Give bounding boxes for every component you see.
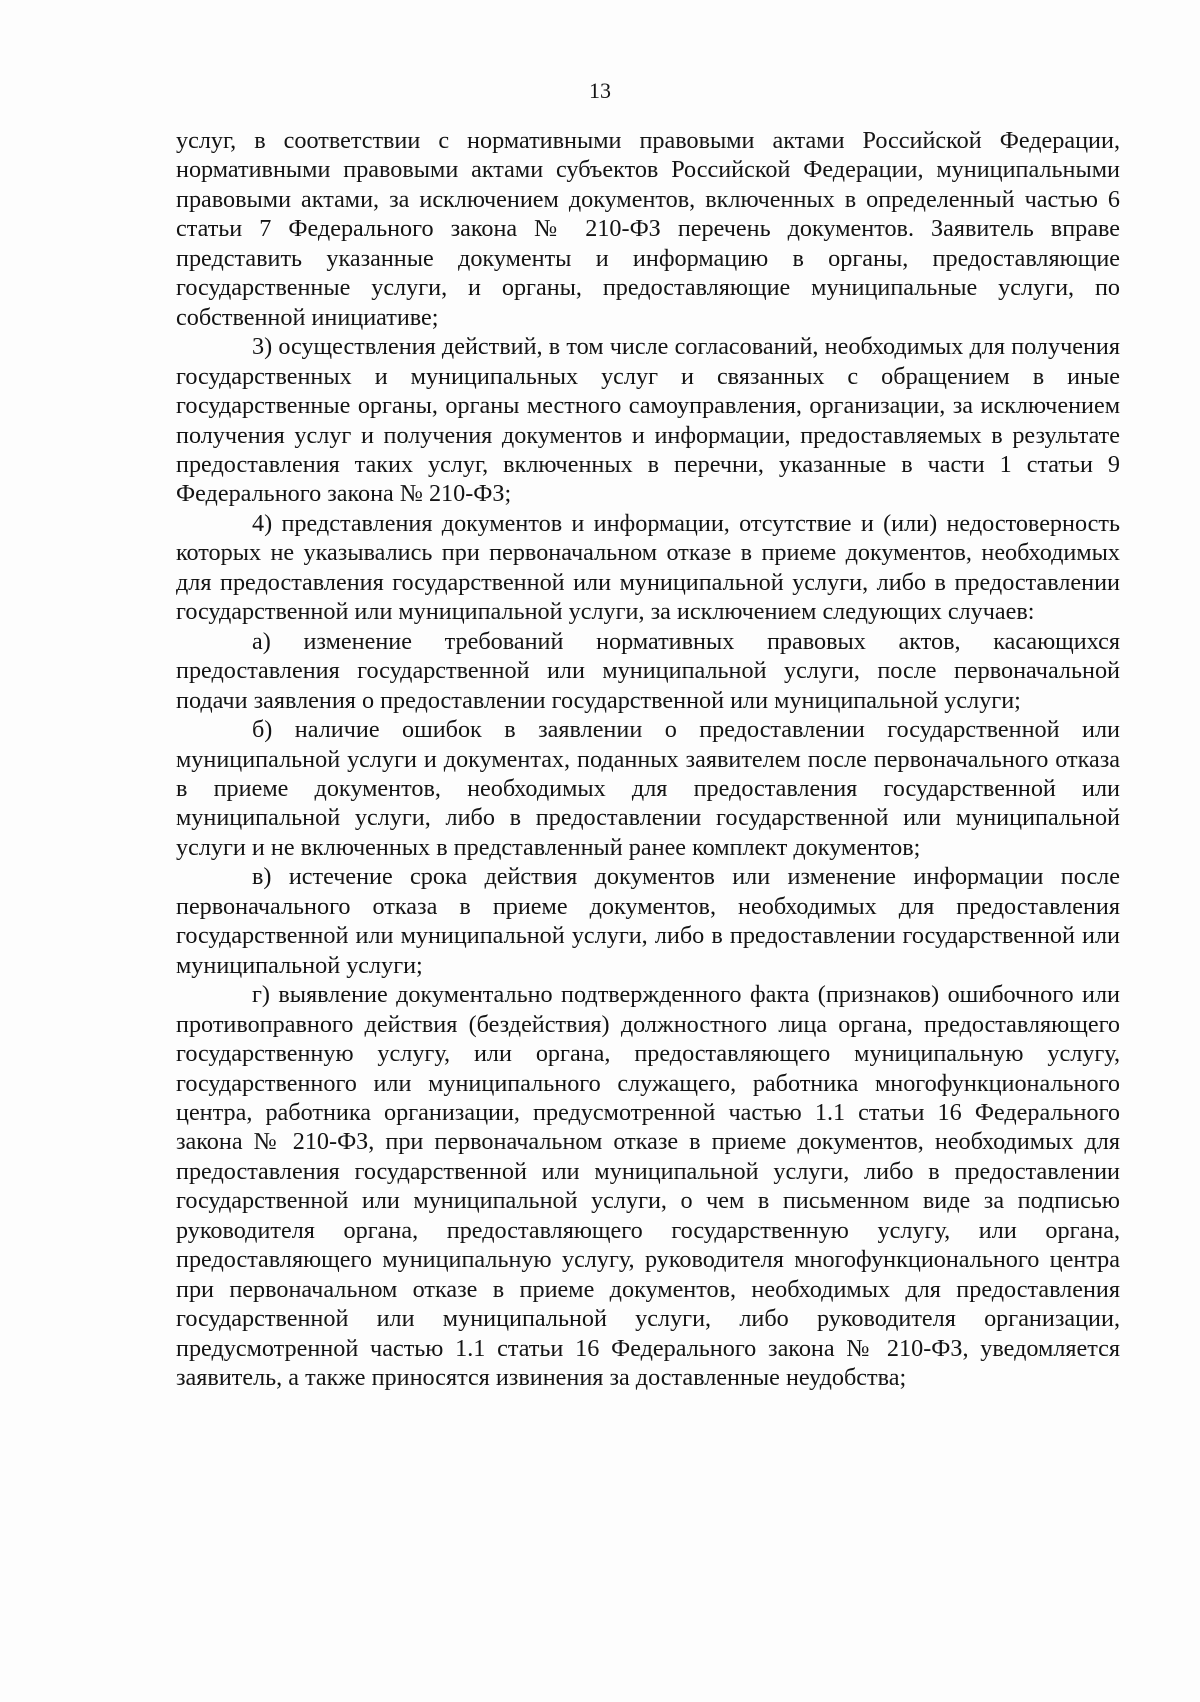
paragraph-subitem-g: г) выявление документально подтвержденного факта (признаков) ошибочного или противоправного действия (бездействия) должностного лица органа, предоставляющего государственную услугу, или органа, предоставляющего муниципальную услугу, государственного или муниципального служащего, работника многофункционального центра, работника организации, предусмотренной частью 1.1 статьи 16 Федерального закона № 210-ФЗ, при первоначальном отказе в приеме документов, необходимых для предоставления государственной или муниципальной услуги, либо в предоставлении государственной или муниципальной услуги, о чем в письменном виде за подписью руководителя органа, предоставляющего государственную услугу, или органа, предоставляющего муниципальную услугу, руководителя многофункционального центра при первоначальном отказе в приеме документов, необходимых для предоставления государственной или муниципальной услуги, либо руководителя организации, предусмотренной частью 1.1 статьи 16 Федерального закона № 210-ФЗ, уведомляется заявитель, а также приносятся извинения за доставленные неудобства; xyxy=(176,981,1120,1392)
paragraph-subitem-v: в) истечение срока действия документов или изменение информации после первоначального отказа в приеме документов, необходимых для предоставления государственной или муниципальной услуги, либо в предоставлении государственной или муниципальной услуги; xyxy=(176,863,1120,979)
paragraph-item-4: 4) представления документов и информации, отсутствие и (или) недостоверность которых не указывались при первоначальном отказе в приеме документов, необходимых для предоставления государственной или муниципальной услуги, либо в предоставлении государственной или муниципальной услуги, за исключением следующих случаев: xyxy=(176,509,1120,626)
paragraph-subitem-a: а) изменение требований нормативных правовых актов, касающихся предоставления государственной или муниципальной услуги, после первоначальной подачи заявления о предоставлении государственной или муниципальной услуги; xyxy=(176,627,1120,714)
paragraph-subitem-b: б) наличие ошибок в заявлении о предоставлении государственной или муниципальной услуги и документах, поданных заявителем после первоначального отказа в приеме документов, необходимых для предоставления государственной или муниципальной услуги, либо в предоставлении государственной или муниципальной услуги и не включенных в представленный ранее комплект документов; xyxy=(176,716,1120,861)
page-number: 13 xyxy=(589,78,611,103)
document-body xyxy=(176,126,1120,1392)
paragraph-item-3: 3) осуществления действий, в том числе согласований, необходимых для получения государственных и муниципальных услуг и связанных с обращением в иные государственные органы, органы местного самоуправления, организации, за исключением получения услуг и получения документов и информации, предоставляемых в результате предоставления таких услуг, включенных в перечни, указанные в части 1 статьи 9 Федерального закона № 210-ФЗ; xyxy=(176,333,1120,508)
paragraph-continuation: услуг, в соответствии с нормативными правовыми актами Российской Федерации, нормативными правовыми актами субъектов Российской Федерации, муниципальными правовыми актами, за исключением документов, включенных в определенный частью 6 статьи 7 Федерального закона № 210-ФЗ перечень документов. Заявитель вправе представить указанные документы и информацию в органы, предоставляющие государственные услуги, и органы, предоставляющие муниципальные услуги, по собственной инициативе; xyxy=(176,127,1120,331)
